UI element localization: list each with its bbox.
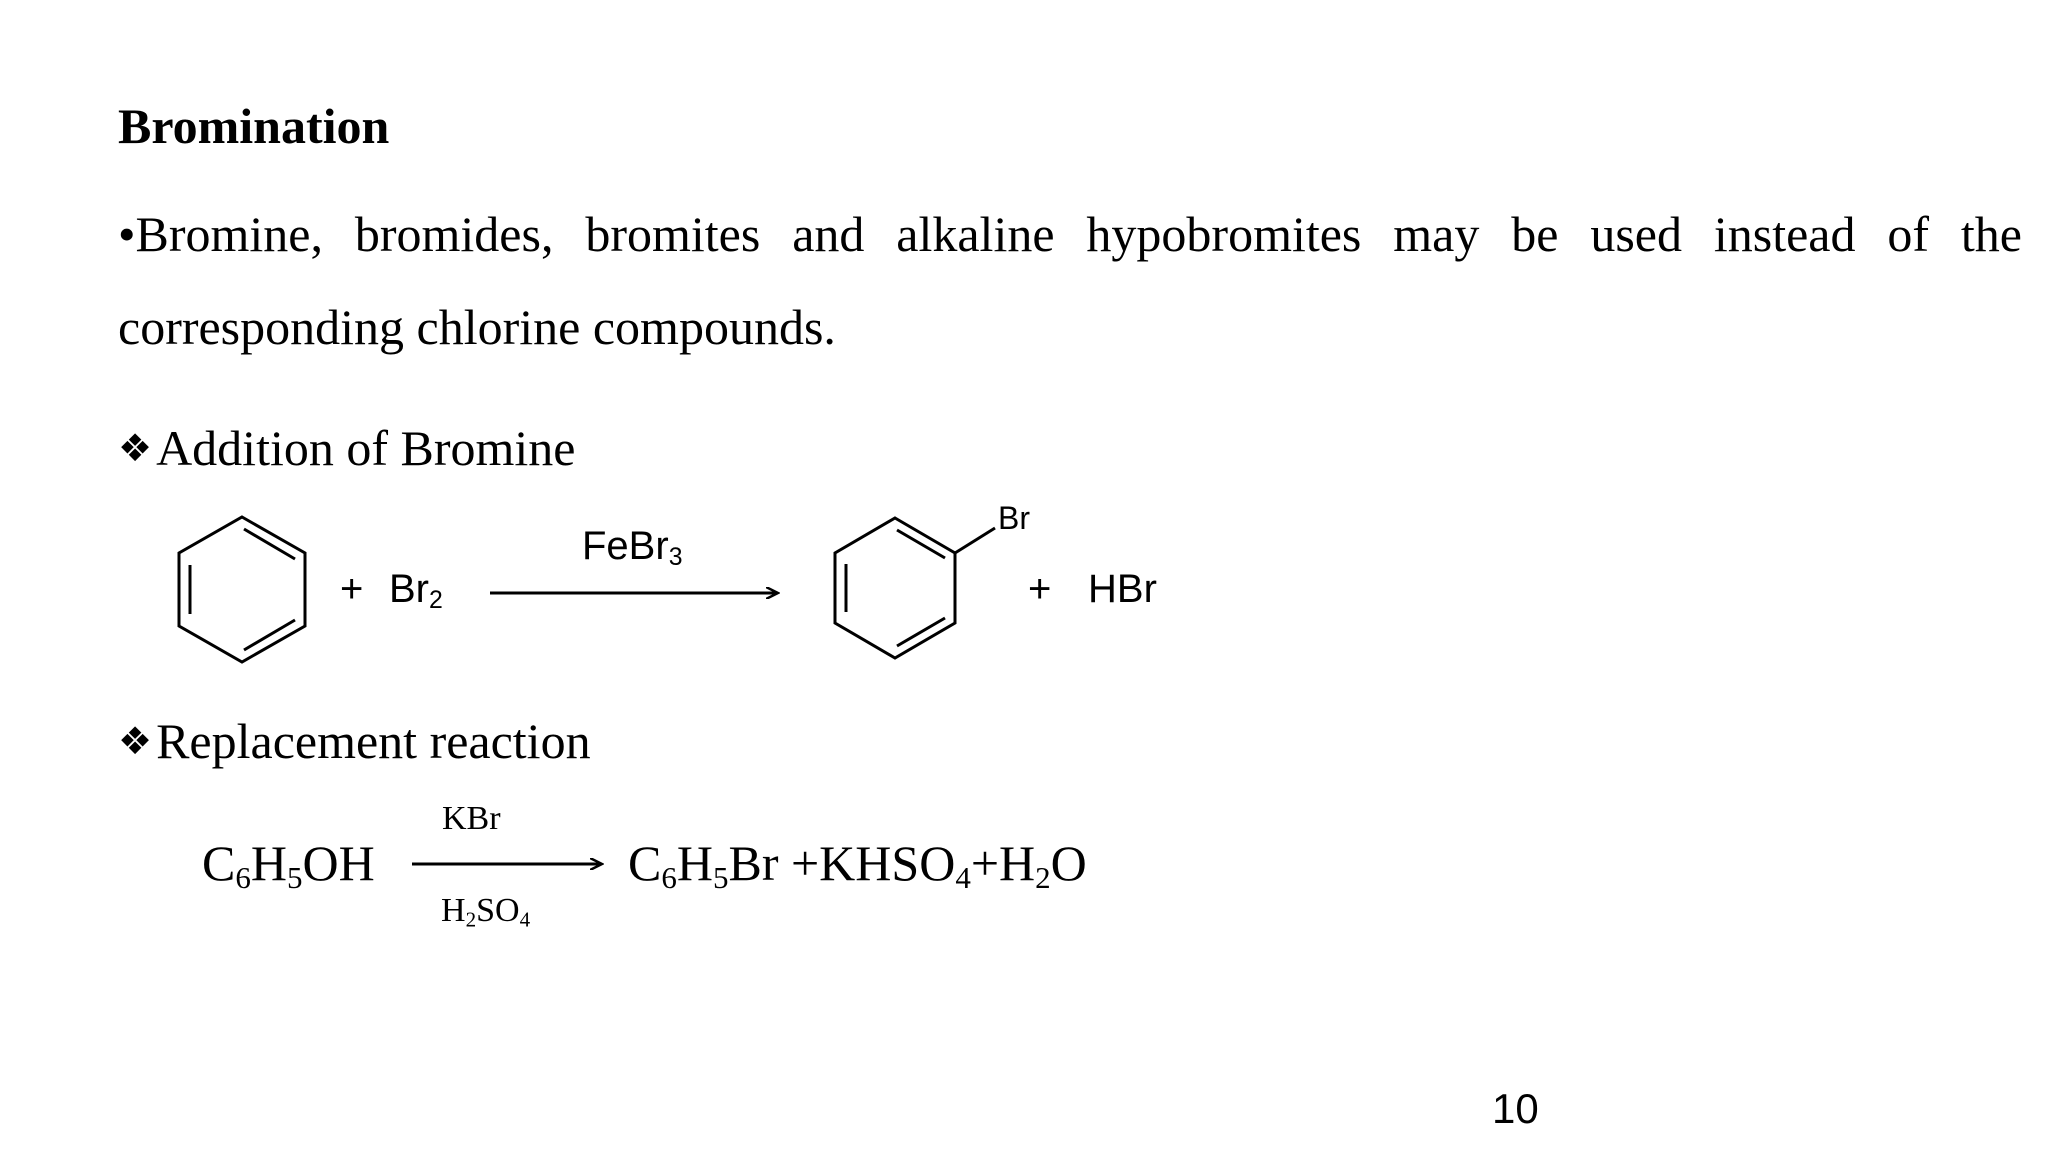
slide-title: Bromination [118,98,390,154]
intro-paragraph: •Bromine, bromides, bromites and alkaline hypobromites may be used instead of the corresponding chlorine compounds. [118,206,2022,355]
diamond-bullet-icon: ❖ [118,719,153,763]
substituent-label: Br [998,500,1030,536]
section-heading-text: Addition of Bromine [156,420,576,476]
benzene-ring [179,517,305,662]
section-heading-text: Replacement reaction [156,713,591,769]
page-number: 10 [1492,1085,1539,1132]
bromobenzene-ring [835,518,995,658]
byproduct-formula: HBr [1088,567,1157,611]
reagent-below-arrow: $H_2SO_4$ [441,892,531,932]
phenol-formula: $C_6H_5OH$ [202,835,375,895]
plus-sign: + [340,567,364,611]
bromine-formula: $Br_2$ [389,567,443,615]
plus-sign-2: + [1028,567,1052,611]
section-heading-replacement [118,711,591,771]
catalyst-formula: FeBr$_3$ [582,524,683,572]
reagent-above-arrow: KBr [442,800,501,837]
products-formula: $C_6H_5Br$ $+KHSO_4+H_2O$ [628,835,1087,895]
diamond-bullet-icon: ❖ [118,426,153,470]
